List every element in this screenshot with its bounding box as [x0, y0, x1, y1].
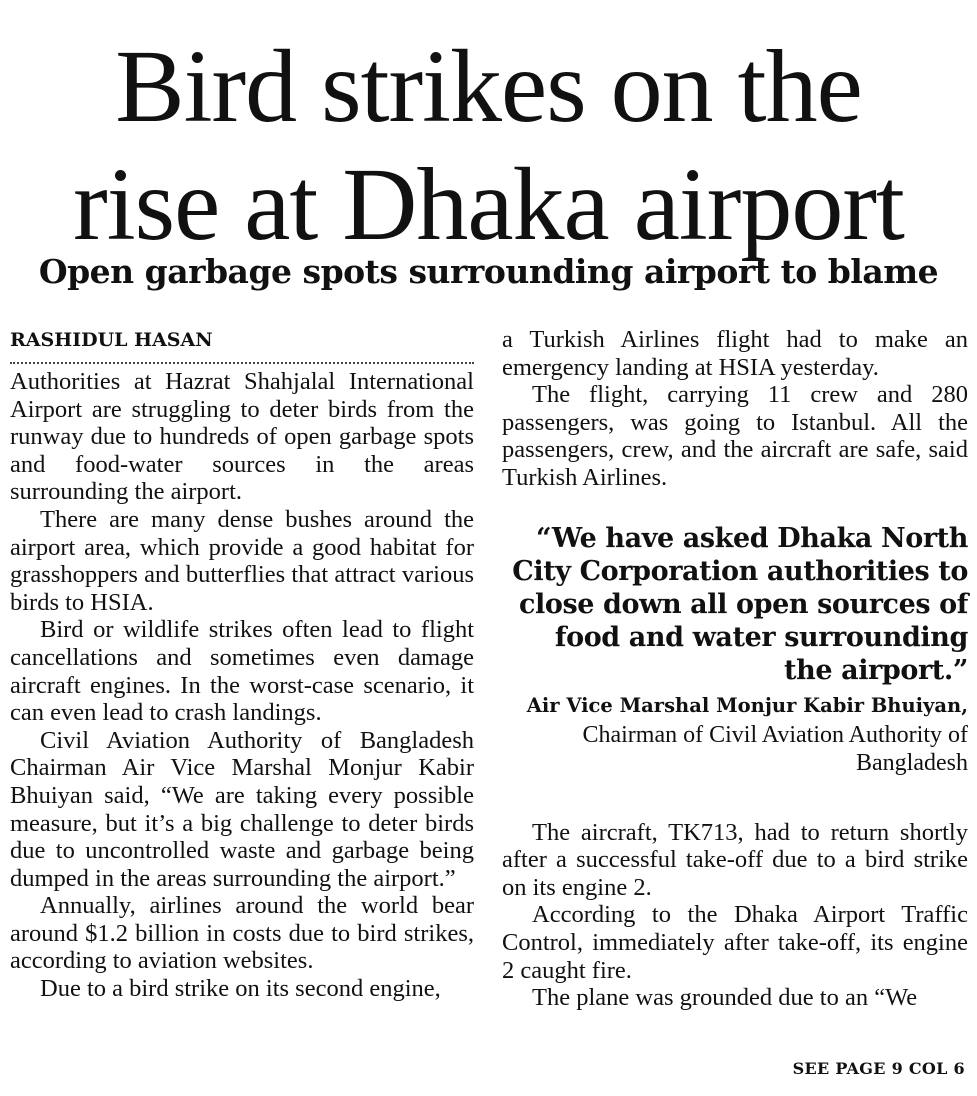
spacer — [502, 777, 968, 819]
pull-quote: “We have asked Dhaka North City Corporation authorities to close down all open sources of food and water surrounding the airport.” — [512, 522, 968, 686]
paragraph: According to the Dhaka Airport Traffic Control, immediately after take-off, its engine 2 caught fire. — [502, 901, 968, 984]
paragraph: The aircraft, TK713, had to return shortly after a successful take-off due to a bird strike on its engine 2. — [502, 818, 968, 901]
headline — [0, 28, 977, 264]
paragraph: Due to a bird strike on its second engine, — [40, 975, 441, 1003]
paragraph: The flight, carrying 11 crew and 280 passengers, was going to Istanbul. All the passengers, crew, and the aircraft are safe, said Turkish Airlines. — [502, 381, 968, 491]
byline: RASHIDUL HASAN — [10, 329, 213, 351]
paragraph: Civil Aviation Authority of Bangladesh Chairman Air Vice Marshal Monjur Kabir Bhuiyan said, “We are taking every possible measure, but it’s a big challenge to deter birds due to uncontrolled waste and garbage being dumped in the areas surrounding the airport.” — [10, 726, 474, 892]
continuation-jump-line: SEE PAGE 9 COL 6 — [792, 1059, 965, 1078]
headline-line-2: rise at Dhaka airport — [73, 147, 904, 262]
right-column — [502, 326, 968, 1012]
left-column-body — [10, 368, 474, 1003]
quote-attribution-title: Chairman of Civil Aviation Authority of Bangladesh — [582, 721, 968, 776]
byline-divider — [10, 362, 474, 364]
paragraph: a Turkish Airlines flight had to make an emergency landing at HSIA yesterday. — [502, 326, 968, 381]
paragraph: There are many dense bushes around the airport area, which provide a good habitat for grasshoppers and butterflies that attract various birds to HSIA. — [10, 505, 474, 616]
right-column-body-top — [502, 326, 968, 492]
subheadline: Open garbage spots surrounding airport to blame — [38, 252, 939, 291]
paragraph: Bird or wildlife strikes often lead to flight cancellations and sometimes even damage aircraft engines. In the worst-case scenario, it can even lead to crash landings. — [10, 616, 474, 727]
headline-line-1: Bird strikes on the — [115, 29, 862, 144]
paragraph: The plane was grounded due to an “We — [532, 984, 918, 1012]
paragraph: Authorities at Hazrat Shahjalal International Airport are struggling to deter birds from the runway due to hundreds of open garbage spots and food-water sources in the areas surrounding the airport. — [10, 368, 474, 506]
quote-attribution-name: Air Vice Marshal Monjur Kabir Bhuiyan, — [526, 693, 968, 717]
paragraph: Annually, airlines around the world bear around $1.2 billion in costs due to bird strikes, according to aviation websites. — [10, 892, 474, 975]
right-column-body-bottom — [502, 819, 968, 1012]
left-column — [10, 326, 474, 1003]
